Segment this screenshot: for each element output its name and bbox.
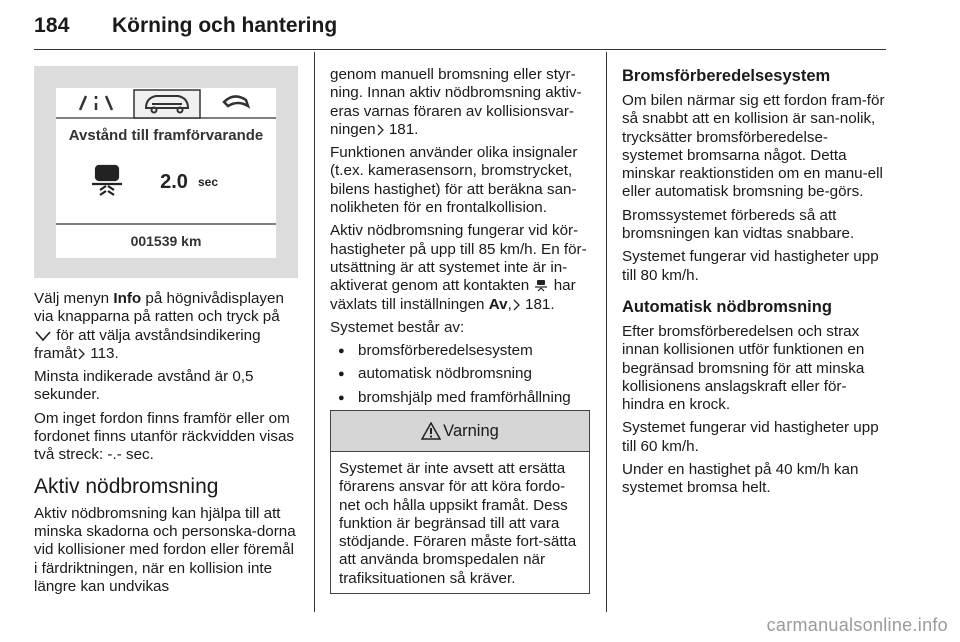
subsection-heading: Bromsförberedelsesystem	[622, 67, 831, 85]
display-caption: Avstånd till framförvarande	[68, 127, 264, 144]
paragraph: Systemet fungerar vid hastigheter upp till 80 km/h.	[622, 248, 879, 284]
paragraph: Efter bromsförberedelsen och strax innan kollisionen utför funktionen en begränsad bromsning för att minska kollisionens anslagskraft eller för-hindra en krock.	[622, 322, 865, 414]
paragraph: Om inget fordon finns framför eller om fordonet finns utanför räckvidden visas två streck: -.- sec.	[34, 409, 295, 464]
chapter-title: Körning och hantering	[112, 14, 338, 37]
paragraph: Om bilen närmar sig ett fordon fram-för så snabbt att en kollision är san-nolik, trycksätter bromsförberedelse-systemet bromsarna något. Detta minskar reaktionstiden om en manu-ell eller automatisk bromsning be-görs.	[622, 92, 885, 201]
chevron-down-icon	[34, 330, 52, 342]
distance-unit: sec	[197, 175, 219, 189]
paragraph: Under en hastighet på 40 km/h kan systemet bromsa helt.	[622, 461, 859, 497]
warning-text: Systemet är inte avsett att ersätta förarens ansvar för att köra fordo-net och hålla uppsikt framåt. Dess funktion är begränsad till att vara stödjande. Föraren måste fort-sätta att använda bromspedalen när trafiksituationen så kräver.	[339, 460, 577, 587]
reference-arrow-icon	[512, 299, 521, 311]
menu-name: Info	[113, 290, 142, 307]
page-number: 184	[34, 14, 70, 37]
paragraph: Aktiv nödbromsning kan hjälpa till att minska skadorna och personska-dorna vid kollisioner med fordon eller föremål i färdriktningen, när en kollision inte längre kan undvikas	[34, 504, 296, 595]
paragraph: Aktiv nödbromsning fungerar vid kör-hastigheter på upp till 85 km/h. En för-utsättning är att systemet inte är in-aktiverat genom att kontakten har växlats till inställningen Av, 181.	[330, 222, 587, 313]
reference-arrow-icon	[77, 348, 86, 360]
warning-box	[330, 410, 590, 594]
odometer-value: 001539 km	[130, 233, 202, 249]
display-drawing	[34, 66, 298, 278]
column-divider	[314, 52, 315, 612]
list-item: ● bromsförberedelsesystem	[330, 342, 594, 360]
paragraph: Systemet består av:	[330, 318, 465, 336]
subsection-heading: Automatisk nödbromsning	[622, 297, 832, 316]
paragraph: Funktionen använder olika insignaler (t.ex. kamerasensorn, bromstrycket, bilens hastighet) för att beräkna san-nolikheten för en frontalkollision.	[330, 144, 578, 217]
car-collision-switch-icon	[533, 278, 549, 292]
section-heading: Aktiv nödbromsning	[34, 474, 219, 498]
column-3	[622, 66, 888, 503]
watermark: carmanualsonline.info	[766, 615, 948, 635]
warning-triangle-icon	[421, 422, 441, 440]
warning-header	[331, 411, 589, 452]
column-2	[330, 66, 594, 412]
distance-value: 2.0	[160, 171, 188, 193]
column-divider	[606, 52, 607, 612]
paragraph: Systemet fungerar vid hastigheter upp till 60 km/h.	[622, 419, 879, 455]
column-1	[34, 290, 300, 601]
display-illustration	[34, 66, 298, 278]
list-item: ● bromshjälp med framförhållning	[330, 389, 594, 407]
paragraph: genom manuell bromsning eller styr-ning. Innan aktiv nödbromsning aktiv-eras varnas föraren av kollisionsvar-ningen 181.	[330, 66, 582, 138]
paragraph: Bromssystemet förbereds så att bromsningen kan vidtas snabbare.	[622, 206, 855, 243]
paragraph: Minsta indikerade avstånd är 0,5 sekunder.	[34, 368, 254, 404]
warning-title: Varning	[443, 421, 499, 440]
reference-arrow-icon	[376, 124, 385, 136]
page-header	[34, 6, 886, 50]
paragraph: Välj menyn Info på högnivådisplayen via knapparna på ratten och tryck på för att välja avståndsindikering framåt 113.	[34, 290, 284, 362]
list-item: ● automatisk nödbromsning	[330, 365, 594, 383]
